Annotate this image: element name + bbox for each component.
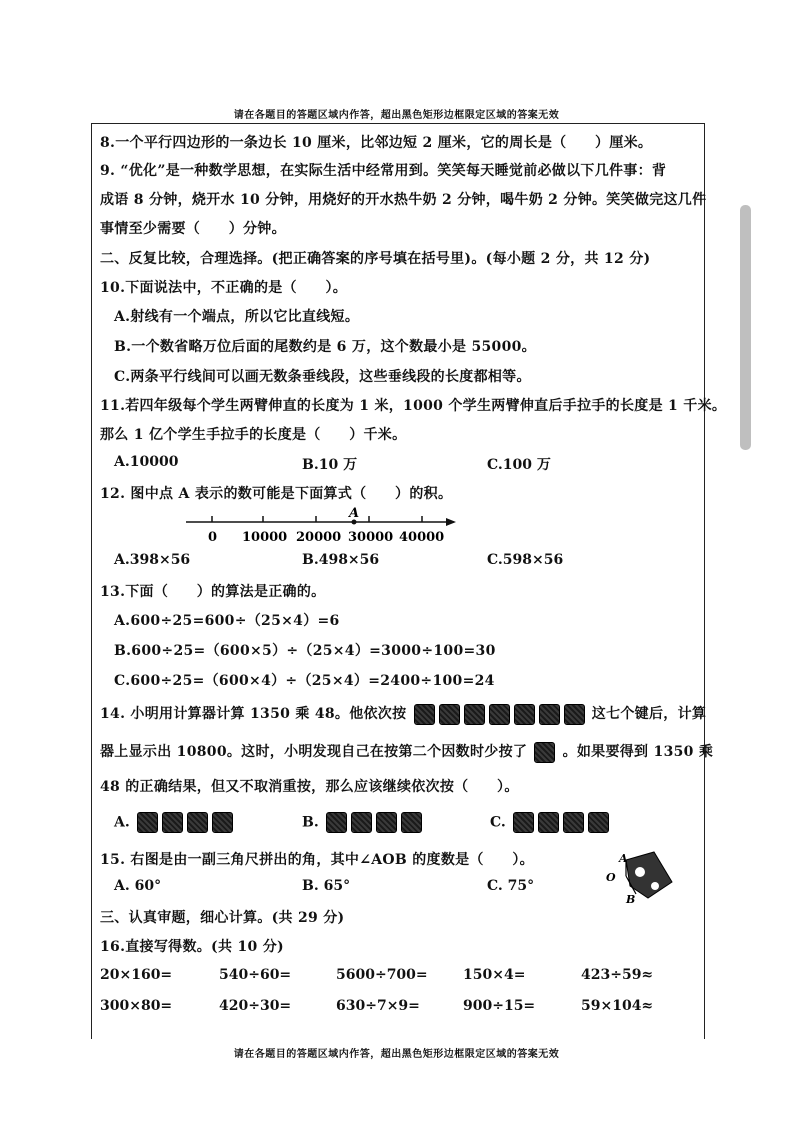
question-13-stem: 13.下面（ ）的算法是正确的。 [100, 584, 326, 600]
calculator-key-icon [414, 704, 435, 725]
calc-item: 5600÷700= [336, 967, 428, 983]
question-9-line2: 成语 8 分钟，烧开水 10 分钟，用烧好的开水热牛奶 2 分钟，喝牛奶 2 分钟。笑笑做完这几件 [100, 192, 707, 208]
question-11-line1: 11.若四年级每个学生两臂伸直的长度为 1 米，1000 个学生两臂伸直后手拉手的长度是 1 千米。 [100, 398, 727, 414]
ruler-hole [635, 867, 645, 877]
question-13-option-a: A.600÷25=600÷（25×4）=6 [114, 613, 340, 629]
question-11-option-a: A.10000 [114, 454, 179, 470]
calculator-key-icon [534, 742, 555, 763]
calculator-key-icon [162, 812, 183, 833]
calc-item: 150×4= [463, 967, 526, 983]
calculator-key-icon [563, 812, 584, 833]
calculator-key-icon [513, 812, 534, 833]
tick-label-10000: 10000 [242, 530, 288, 545]
calc-item: 59×104≈ [581, 998, 654, 1014]
calculator-key-icon [588, 812, 609, 833]
question-16-stem: 16.直接写得数。(共 10 分) [100, 939, 284, 955]
question-12-option-b: B.498×56 [302, 552, 380, 568]
footer-notice: 请在各题目的答题区域内作答，超出黑色矩形边框限定区域的答案无效 [233, 1049, 560, 1060]
question-14-line2-text-a: 器上显示出 10800。这时，小明发现自己在按第二个因数时少按了 [100, 744, 528, 760]
number-line [180, 505, 470, 547]
option-label: A. [114, 814, 130, 831]
question-11-option-b: B.10 万 [302, 457, 358, 473]
question-12-option-c: C.598×56 [487, 552, 564, 568]
calc-item: 900÷15= [463, 998, 536, 1014]
calculator-key-icon [539, 704, 560, 725]
option-label: B. [302, 814, 319, 831]
question-11-option-c: C.100 万 [487, 457, 551, 473]
question-15-option-a: A. 60° [114, 878, 162, 894]
calculator-key-icon [489, 704, 510, 725]
section-2-heading: 二、反复比较，合理选择。(把正确答案的序号填在括号里)。(每小题 2 分，共 12 分) [100, 251, 651, 267]
calc-item: 423÷59≈ [581, 967, 654, 983]
calculator-key-icon [564, 704, 585, 725]
calc-item: 20×160= [100, 967, 173, 983]
number-line-arrow [446, 518, 456, 526]
question-13-option-c: C.600÷25=（600×4）÷（25×4）=2400÷100=24 [114, 673, 495, 689]
scrollbar[interactable] [740, 205, 751, 450]
question-10-stem: 10.下面说法中，不正确的是（ ）。 [100, 280, 348, 296]
question-14-line3: 48 的正确结果，但又不取消重按，那么应该继续依次按（ ）。 [100, 779, 519, 795]
label-b: B [626, 893, 636, 906]
question-14-option-a [114, 812, 235, 833]
question-11-line2: 那么 1 亿个学生手拉手的长度是（ ）千米。 [100, 427, 407, 443]
question-12-stem: 12. 图中点 A 表示的数可能是下面算式（ ）的积。 [100, 486, 453, 502]
calculator-key-icon [401, 812, 422, 833]
calculator-key-icon [326, 812, 347, 833]
calculator-key-icon [464, 704, 485, 725]
question-14-line2 [100, 741, 713, 763]
option-label: C. [490, 814, 506, 831]
tick-label-20000: 20000 [296, 530, 342, 545]
question-14-line1 [100, 703, 706, 725]
calculator-key-icon [514, 704, 535, 725]
question-14-option-b [302, 812, 424, 833]
calculator-key-sequence [412, 706, 592, 722]
calculator-key-icon [212, 812, 233, 833]
question-12-option-a: A.398×56 [114, 552, 191, 568]
calculator-key-icon [137, 812, 158, 833]
question-14-line2-text-b: 。如果要得到 1350 乘 [562, 744, 714, 760]
question-14-line1-text-a: 14. 小明用计算器计算 1350 乘 48。他依次按 [100, 706, 407, 722]
question-14-line1-text-b: 这七个键后，计算 [591, 706, 707, 722]
question-10-option-b: B.一个数省略万位后面的尾数约是 6 万，这个数最小是 55000。 [114, 339, 536, 355]
question-8: 8.一个平行四边形的一条边长 10 厘米，比邻边短 2 厘米，它的周长是（ ）厘米。 [100, 135, 653, 151]
question-10-option-a: A.射线有一个端点，所以它比直线短。 [114, 309, 360, 325]
label-a: A [619, 852, 628, 865]
question-14-option-c [490, 812, 611, 833]
tick-label-30000: 30000 [348, 530, 394, 545]
question-13-option-b: B.600÷25=（600×5）÷（25×4）=3000÷100=30 [114, 643, 496, 659]
triangle-ruler-figure [600, 848, 680, 906]
calculator-key-icon [439, 704, 460, 725]
calculator-key-icon [351, 812, 372, 833]
question-15-stem: 15. 右图是由一副三角尺拼出的角，其中∠AOB 的度数是（ ）。 [100, 852, 534, 868]
calc-item: 630÷7×9= [336, 998, 420, 1014]
header-notice: 请在各题目的答题区域内作答，超出黑色矩形边框限定区域的答案无效 [233, 110, 560, 121]
calc-item: 420÷30= [219, 998, 292, 1014]
ruler-hole [651, 882, 659, 890]
calc-item: 300×80= [100, 998, 173, 1014]
question-9-line3: 事情至少需要（ ）分钟。 [100, 221, 286, 237]
calculator-key-icon [187, 812, 208, 833]
question-15-option-c: C. 75° [487, 878, 535, 894]
point-a-label: A [349, 506, 360, 521]
triangle-rulers [626, 852, 672, 898]
question-9-line1: 9. “优化”是一种数学思想，在实际生活中经常用到。笑笑每天睡觉前必做以下几件事：背 [100, 163, 667, 179]
question-10-option-c: C.两条平行线间可以画无数条垂线段，这些垂线段的长度都相等。 [114, 369, 531, 385]
tick-label-0: 0 [208, 530, 218, 545]
calculator-key-icon [538, 812, 559, 833]
tick-label-40000: 40000 [399, 530, 445, 545]
calc-item: 540÷60= [219, 967, 292, 983]
label-o: O [606, 871, 616, 884]
question-15-option-b: B. 65° [302, 878, 351, 894]
section-3-heading: 三、认真审题，细心计算。(共 29 分) [100, 910, 345, 926]
calculator-key-icon [376, 812, 397, 833]
